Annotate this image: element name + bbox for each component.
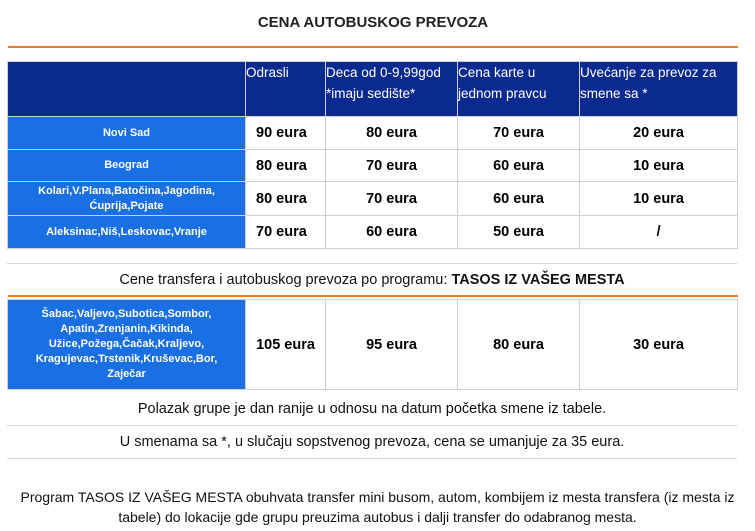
program-price-text: Cene transfera i autobuskog prevoza po programu: — [119, 272, 452, 288]
header-empty-cell — [8, 62, 246, 117]
price-table-header-row — [8, 62, 738, 117]
orange-divider — [8, 46, 738, 48]
price-cell: 70 eura — [326, 150, 458, 182]
price-cell: 90 eura — [246, 117, 326, 150]
price-cell: 80 eura — [326, 117, 458, 150]
header-adults: Odrasli — [246, 62, 326, 117]
price-cell: 80 eura — [246, 182, 326, 216]
table-row — [8, 117, 738, 150]
price-cell: 60 eura — [458, 182, 580, 216]
price-cell: 10 eura — [580, 150, 738, 182]
header-one-way: Cena karte u jednom pravcu — [458, 62, 580, 117]
price-cell: 105 eura — [246, 300, 326, 390]
price-table-bus — [7, 61, 738, 249]
price-cell: 80 eura — [458, 300, 580, 390]
price-cell: / — [580, 216, 738, 249]
header-children: Deca od 0-9,99god *imaju sedište* — [326, 62, 458, 117]
program-description: Program TASOS IZ VAŠEG MESTA obuhvata transfer mini busom, autom, kombijem iz mesta transfera (iz mesta iz tabele) do lokacije gde grupu preuzima autobus i dalji transfer do odabranog mesta. — [20, 489, 735, 525]
price-cell: 50 eura — [458, 216, 580, 249]
divider — [7, 263, 737, 264]
price-cell: 70 eura — [458, 117, 580, 150]
row-label-beograd: Beograd — [8, 150, 246, 182]
table-row — [8, 216, 738, 249]
departure-note: Polazak grupe je dan ranije u odnosu na datum početka smene iz tabele. — [137, 401, 607, 417]
divider — [7, 425, 737, 426]
price-cell: 60 eura — [458, 150, 580, 182]
price-table-transfer — [7, 299, 738, 390]
table-row — [8, 150, 738, 182]
header-surcharge: Uvećanje za prevoz za smene sa * — [580, 62, 738, 117]
page-title: CENA AUTOBUSKOG PREVOZA — [257, 14, 489, 31]
price-cell: 10 eura — [580, 182, 738, 216]
row-label-kolari: Kolari,V.Plana,Batočina,Jagodina, Ćuprija,Pojate — [8, 182, 246, 216]
program-price-heading — [7, 269, 737, 291]
row-label-aleksinac: Aleksinac,Niš,Leskovac,Vranje — [8, 216, 246, 249]
price-cell: 70 eura — [326, 182, 458, 216]
price-cell: 70 eura — [246, 216, 326, 249]
table-row — [8, 182, 738, 216]
discount-note: U smenama sa *, u slučaju sopstvenog prevoza, cena se umanjuje za 35 eura. — [119, 434, 625, 450]
table-row — [8, 300, 738, 390]
divider — [7, 458, 737, 459]
row-label-transfer-cities: Šabac,Valjevo,Subotica,Sombor, Apatin,Zrenjanin,Kikinda, Užice,Požega,Čačak,Kraljevo, Kragujevac,Trstenik,Kruševac,Bor, Zaječar — [8, 300, 246, 390]
orange-divider — [8, 295, 738, 297]
price-cell: 80 eura — [246, 150, 326, 182]
price-cell: 20 eura — [580, 117, 738, 150]
price-cell: 30 eura — [580, 300, 738, 390]
program-name: TASOS IZ VAŠEG MESTA — [451, 272, 625, 288]
price-cell: 95 eura — [326, 300, 458, 390]
price-cell: 60 eura — [326, 216, 458, 249]
row-label-novi-sad: Novi Sad — [8, 117, 246, 150]
